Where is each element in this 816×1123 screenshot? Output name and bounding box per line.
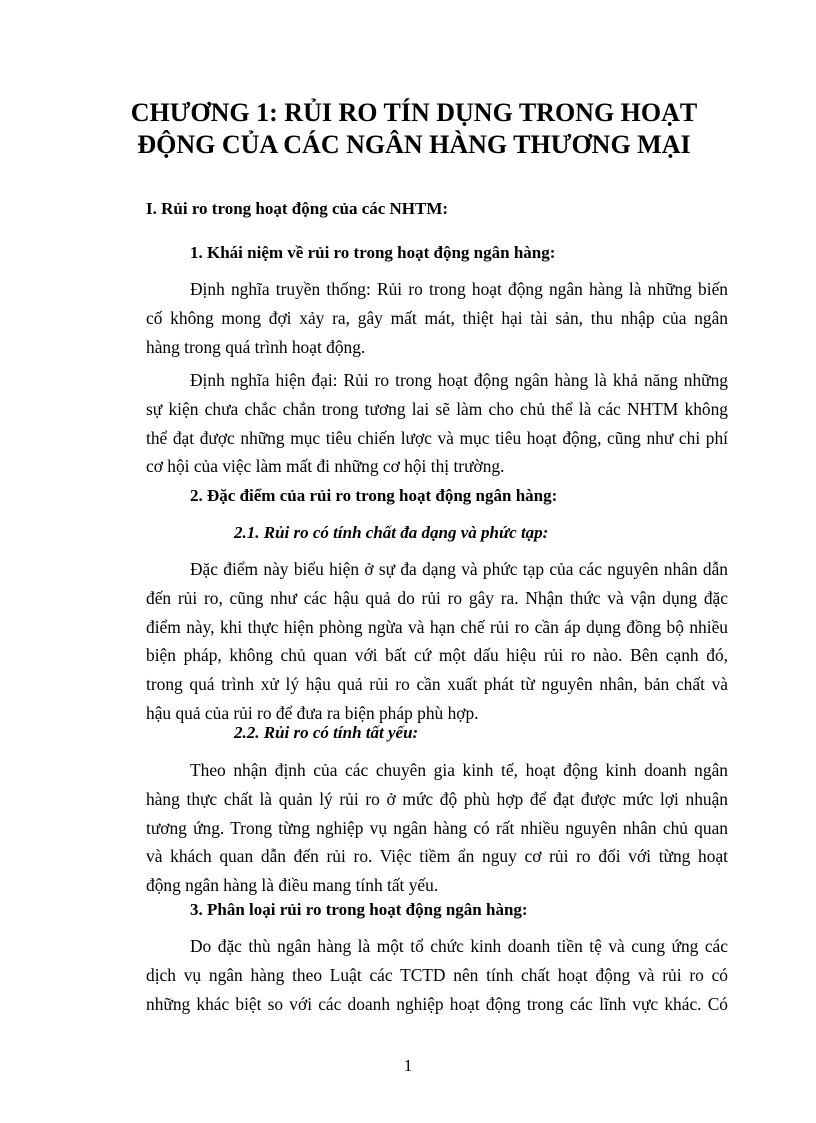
text-line: sự kiện chưa chắc chắn trong tương lai sẽ làm cho chủ thể là các NHTM không: [146, 398, 728, 419]
text-line: hàng trong quá trình hoạt động.: [146, 336, 366, 357]
text-line: hàng thực chất là quản lý rủi ro ở mức độ phù hợp để đạt được mức lợi nhuận: [146, 788, 728, 809]
text-line: biện pháp, không chủ quan với bất cứ một dấu hiệu rủi ro nào. Bên cạnh đó,: [146, 645, 728, 666]
text-line: và khách quan dẫn đến rủi ro. Việc tiềm ẩn nguy cơ rủi ro đối với từng hoạt: [146, 846, 728, 867]
subsection-heading-2: 2. Đặc điểm của rủi ro trong hoạt động ngân hàng:: [190, 486, 558, 505]
text-line: Định nghĩa truyền thống: Rủi ro trong hoạt động ngân hàng là những biến: [190, 279, 728, 299]
page-number: 1: [403, 1056, 413, 1075]
text-line: Định nghĩa hiện đại: Rủi ro trong hoạt động ngân hàng là khả năng những: [190, 370, 728, 390]
paragraph-traditional-definition: [146, 275, 728, 361]
paragraph-risk-classification: [146, 932, 728, 1018]
text-line: Theo nhận định của các chuyên gia kinh tế, hoạt động kinh doanh ngân: [190, 760, 728, 780]
text-line: những khác biệt so với các doanh nghiệp hoạt động trong các lĩnh vực khác. Có: [146, 993, 728, 1014]
text-line: Do đặc thù ngân hàng là một tổ chức kinh doanh tiền tệ và cung ứng các: [190, 936, 728, 956]
chapter-title-line: CHƯƠNG 1: RỦI RO TÍN DỤNG TRONG HOẠT: [130, 98, 698, 127]
text-line: hậu quả của rủi ro để đưa ra biện pháp phù hợp.: [146, 702, 479, 723]
text-line: trong quá trình xử lý hậu quả rủi ro cần xuất phát từ nguyên nhân, bản chất và: [146, 674, 728, 695]
text-line: cơ hội của việc làm mất đi những cơ hội thị trường.: [146, 456, 505, 477]
sub-subsection-heading-2-2: 2.2. Rủi ro có tính tất yếu:: [234, 723, 419, 742]
paragraph-modern-definition: [146, 366, 728, 481]
section-heading-1: I. Rủi ro trong hoạt động của các NHTM:: [146, 199, 449, 218]
chapter-title: [100, 97, 728, 161]
paragraph-inevitable-risk: [146, 756, 728, 900]
text-line: động ngân hàng là điều mang tính tất yếu.: [146, 875, 439, 896]
subsection-heading-3: 3. Phân loại rủi ro trong hoạt động ngân hàng:: [190, 900, 528, 919]
text-line: điểm này, khi thực hiện phòng ngừa và hạn chế rủi ro cần áp dụng đồng bộ nhiều: [146, 616, 728, 637]
text-line: Đặc điểm này biểu hiện ở sự đa dạng và phức tạp của các nguyên nhân dẫn: [190, 559, 728, 579]
text-line: dịch vụ ngân hàng theo Luật các TCTD nên tính chất hoạt động và rủi ro có: [146, 964, 728, 985]
text-line: thể đạt được những mục tiêu chiến lược và mục tiêu hoạt động, cũng như chi phí: [146, 427, 728, 448]
chapter-title-line: ĐỘNG CỦA CÁC NGÂN HÀNG THƯƠNG MẠI: [137, 130, 691, 159]
text-line: cố không mong đợi xảy ra, gây mất mát, thiệt hại tài sản, thu nhập của ngân: [146, 307, 728, 328]
text-line: đến rủi ro, cũng như các hậu quả do rủi ro gây ra. Nhận thức và vận dụng đặc: [146, 587, 728, 608]
subsection-heading-1: 1. Khái niệm về rủi ro trong hoạt động ngân hàng:: [190, 243, 556, 262]
text-line: tương ứng. Trong từng nghiệp vụ ngân hàng có rất nhiều nguyên nhân chủ quan: [146, 817, 728, 838]
sub-subsection-heading-2-1: 2.1. Rủi ro có tính chất đa dạng và phức tạp:: [234, 523, 549, 542]
paragraph-diverse-risk: [146, 555, 728, 728]
